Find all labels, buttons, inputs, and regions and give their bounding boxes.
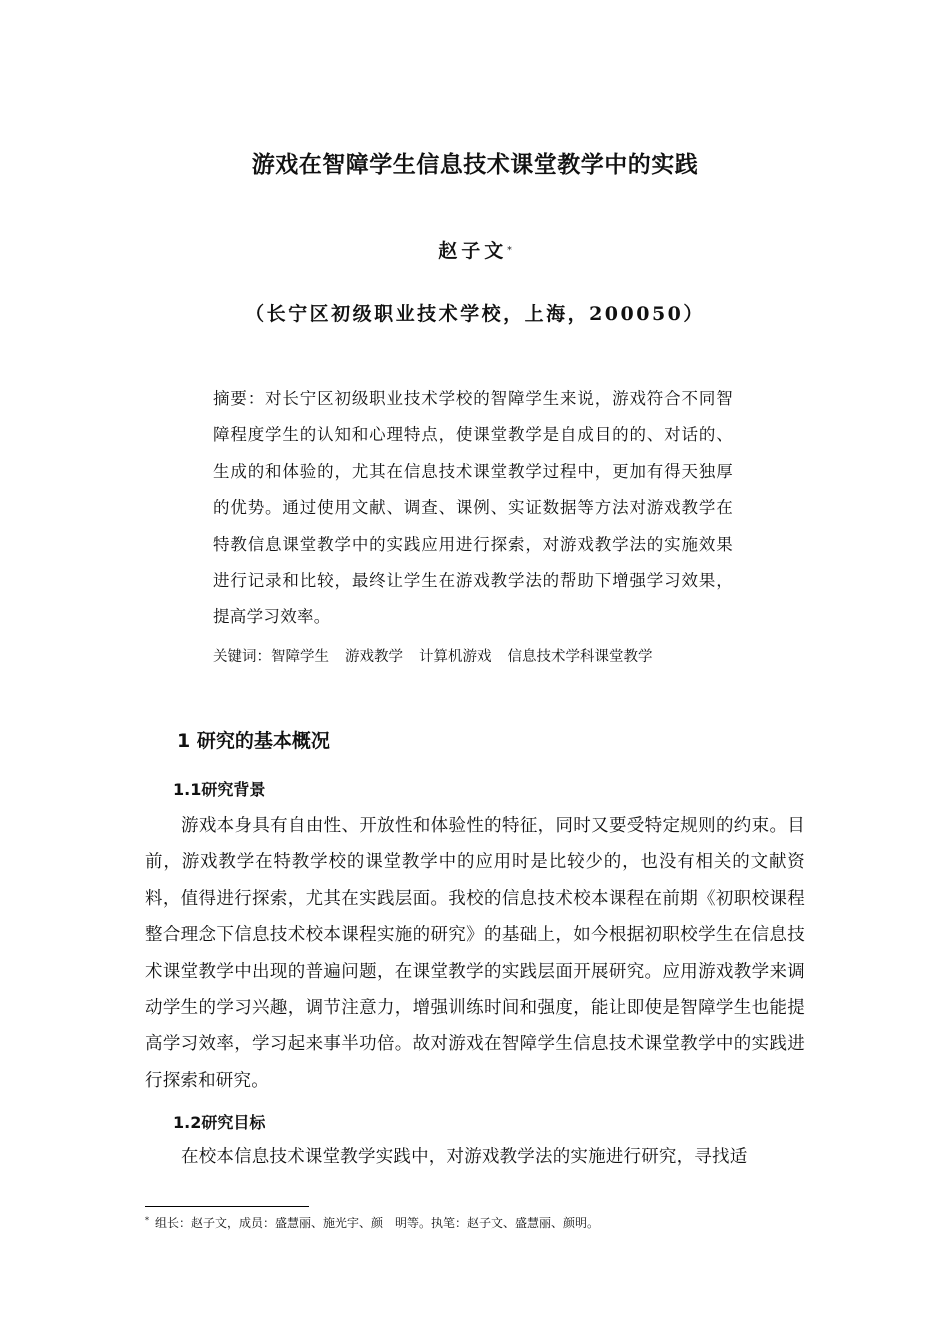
keyword: 智障学生 bbox=[271, 649, 329, 665]
author-text: 赵子文 bbox=[438, 240, 508, 262]
footnote-divider bbox=[145, 1206, 309, 1207]
body-paragraph: 在校本信息技术课堂教学实践中，对游戏教学法的实施进行研究，寻找适 bbox=[181, 1147, 748, 1167]
footnote bbox=[145, 1214, 599, 1231]
abstract: 摘要：对长宁区初级职业技术学校的智障学生来说，游戏符合不同智障程度学生的认知和心理特点，使课堂教学是自成目的的、对话的、生成的和体验的，尤其在信息技术课堂教学过程中，更加有得天独厚的优势。通过使用文献、调查、课例、实证数据等方法对游戏教学在特教信息课堂教学中的实践应用进行探索，对游戏教学法的实施效果进行记录和比较，最终让学生在游戏教学法的帮助下增强学习效果，提高学习效率。 bbox=[213, 389, 733, 627]
author-affiliation: （长宁区初级职业技术学校，上海，200050） bbox=[245, 303, 705, 325]
author-footnote-mark: * bbox=[507, 246, 512, 256]
keyword: 信息技术学科课堂教学 bbox=[507, 649, 653, 665]
footnote-mark: * bbox=[145, 1216, 149, 1225]
author-name bbox=[0, 236, 950, 263]
section-heading: 1 研究的基本概况 bbox=[177, 730, 330, 752]
subsection-heading: 1.1研究背景 bbox=[173, 780, 266, 799]
keyword: 计算机游戏 bbox=[419, 649, 492, 665]
body-paragraph: 游戏本身具有自由性、开放性和体验性的特征，同时又要受特定规则的约束。目前，游戏教学在特教学校的课堂教学中的应用时是比较少的，也没有相关的文献资料，值得进行探索，尤其在实践层面。我校的信息技术校本课程在前期《初职校课程整合理念下信息技术校本课程实施的研究》的基础上，如今根据初职校学生在信息技术课堂教学中出现的普遍问题，在课堂教学的实践层面开展研究。应用游戏教学来调动学生的学习兴趣，调节注意力，增强训练时间和强度，能让即使是智障学生也能提高学习效率，学习起来事半功倍。故对游戏在智障学生信息技术课堂教学中的实践进行探索和研究。 bbox=[145, 816, 805, 1091]
paper-title: 游戏在智障学生信息技术课堂教学中的实践 bbox=[251, 152, 699, 178]
keywords-label: 关键词： bbox=[213, 649, 271, 665]
keyword: 游戏教学 bbox=[345, 649, 403, 665]
keywords-line bbox=[213, 645, 669, 666]
footnote-text: 组长：赵子文，成员：盛慧丽、施光宇、颜 明等。执笔：赵子文、盛慧丽、颜明。 bbox=[155, 1216, 600, 1230]
subsection-heading: 1.2研究目标 bbox=[173, 1113, 266, 1132]
